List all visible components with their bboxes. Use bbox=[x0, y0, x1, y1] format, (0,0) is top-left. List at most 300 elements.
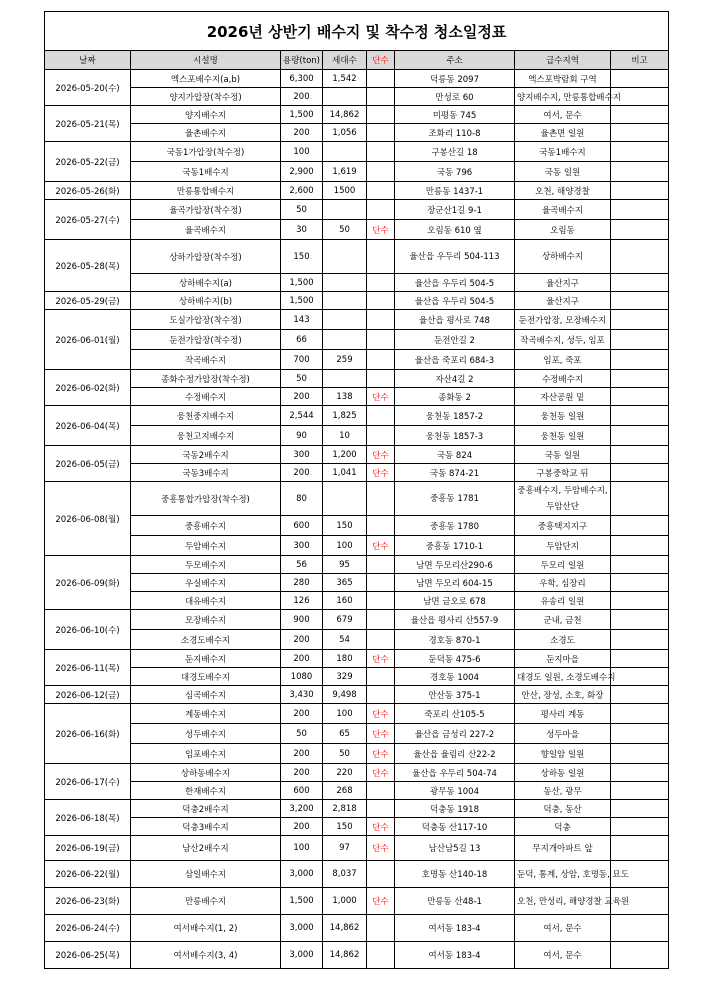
facility-cell: 두모배수지 bbox=[131, 556, 281, 574]
supply-area-cell: 성두마을 bbox=[515, 724, 611, 744]
capacity-cell: 700 bbox=[281, 350, 323, 370]
supply-area-cell: 대경도 일원, 소경도배수지 bbox=[515, 668, 611, 686]
address-cell: 율산읍 평사리 산557-9 bbox=[395, 610, 515, 630]
address-cell: 여서동 183-4 bbox=[395, 942, 515, 969]
facility-cell: 율촌배수지 bbox=[131, 124, 281, 142]
date-cell: 2026-06-16(화) bbox=[45, 704, 131, 764]
date-cell: 2026-06-08(월) bbox=[45, 482, 131, 556]
address-cell: 종화동 2 bbox=[395, 388, 515, 406]
facility-cell: 한재배수지 bbox=[131, 782, 281, 800]
date-cell: 2026-06-18(목) bbox=[45, 800, 131, 836]
schedule-table bbox=[44, 11, 669, 969]
remarks-cell bbox=[611, 182, 669, 200]
supply-area-cell: 상하배수지 bbox=[515, 240, 611, 274]
households-cell bbox=[323, 200, 367, 220]
households-cell: 259 bbox=[323, 350, 367, 370]
address-cell: 구봉산길 18 bbox=[395, 142, 515, 162]
facility-cell: 작곡배수지 bbox=[131, 350, 281, 370]
address-cell: 만릉동 산48-1 bbox=[395, 888, 515, 915]
date-cell: 2026-05-22(금) bbox=[45, 142, 131, 182]
capacity-cell: 3,000 bbox=[281, 861, 323, 888]
households-cell bbox=[323, 482, 367, 516]
address-cell: 율산읍 우두리 504-5 bbox=[395, 292, 515, 310]
households-cell bbox=[323, 88, 367, 106]
table-row bbox=[45, 142, 669, 162]
supply-area-cell: 오천, 만성리, 해양경찰 교육원 bbox=[515, 888, 611, 915]
address-cell: 만릉동 1437-1 bbox=[395, 182, 515, 200]
address-cell: 중흥동 1710-1 bbox=[395, 536, 515, 556]
remarks-cell bbox=[611, 106, 669, 124]
address-cell: 자산4길 2 bbox=[395, 370, 515, 388]
address-cell: 죽포리 산105-5 bbox=[395, 704, 515, 724]
address-cell: 중흥동 1780 bbox=[395, 516, 515, 536]
remarks-cell bbox=[611, 592, 669, 610]
address-cell: 경호동 1004 bbox=[395, 668, 515, 686]
facility-cell: 국동1가압장(착수정) bbox=[131, 142, 281, 162]
date-cell: 2026-05-21(목) bbox=[45, 106, 131, 142]
capacity-cell: 1080 bbox=[281, 668, 323, 686]
address-cell: 장군산1길 9-1 bbox=[395, 200, 515, 220]
households-cell: 95 bbox=[323, 556, 367, 574]
header-supply-area: 급수지역 bbox=[515, 51, 611, 70]
remarks-cell bbox=[611, 464, 669, 482]
address-cell: 남면 두모리 604-15 bbox=[395, 574, 515, 592]
water-cut-cell: 단수 bbox=[367, 888, 395, 915]
water-cut-cell bbox=[367, 686, 395, 704]
remarks-cell bbox=[611, 370, 669, 388]
remarks-cell bbox=[611, 274, 669, 292]
households-cell: 9,498 bbox=[323, 686, 367, 704]
date-cell: 2026-06-19(금) bbox=[45, 836, 131, 861]
water-cut-cell bbox=[367, 782, 395, 800]
households-cell bbox=[323, 330, 367, 350]
remarks-cell bbox=[611, 142, 669, 162]
address-cell: 덕충동 산117-10 bbox=[395, 818, 515, 836]
households-cell: 10 bbox=[323, 426, 367, 446]
address-cell: 미평동 745 bbox=[395, 106, 515, 124]
address-cell: 조화리 110-8 bbox=[395, 124, 515, 142]
date-cell: 2026-06-24(수) bbox=[45, 915, 131, 942]
table-row bbox=[45, 106, 669, 124]
remarks-cell bbox=[611, 482, 669, 516]
table-row bbox=[45, 182, 669, 200]
households-cell: 679 bbox=[323, 610, 367, 630]
facility-cell: 중흥통합가압장(착수정) bbox=[131, 482, 281, 516]
water-cut-cell bbox=[367, 70, 395, 88]
remarks-cell bbox=[611, 942, 669, 969]
facility-cell: 국동3배수지 bbox=[131, 464, 281, 482]
table-row bbox=[45, 330, 669, 350]
water-cut-cell bbox=[367, 124, 395, 142]
water-cut-cell bbox=[367, 370, 395, 388]
facility-cell: 상하배수지(b) bbox=[131, 292, 281, 310]
supply-area-cell: 국동 일원 bbox=[515, 446, 611, 464]
households-cell: 220 bbox=[323, 764, 367, 782]
table-row bbox=[45, 818, 669, 836]
remarks-cell bbox=[611, 764, 669, 782]
facility-cell: 수정배수지 bbox=[131, 388, 281, 406]
date-cell: 2026-05-20(수) bbox=[45, 70, 131, 106]
water-cut-cell: 단수 bbox=[367, 650, 395, 668]
remarks-cell bbox=[611, 162, 669, 182]
households-cell: 2,818 bbox=[323, 800, 367, 818]
households-cell bbox=[323, 370, 367, 388]
address-cell: 덕충동 1918 bbox=[395, 800, 515, 818]
households-cell: 14,862 bbox=[323, 106, 367, 124]
facility-cell: 덕충3배수지 bbox=[131, 818, 281, 836]
date-cell: 2026-06-10(수) bbox=[45, 610, 131, 650]
header-remarks: 비고 bbox=[611, 51, 669, 70]
facility-cell: 국동2배수지 bbox=[131, 446, 281, 464]
supply-area-cell: 군내, 금천 bbox=[515, 610, 611, 630]
address-cell: 여서동 183-4 bbox=[395, 915, 515, 942]
remarks-cell bbox=[611, 536, 669, 556]
remarks-cell bbox=[611, 556, 669, 574]
water-cut-cell: 단수 bbox=[367, 744, 395, 764]
date-cell: 2026-06-12(금) bbox=[45, 686, 131, 704]
facility-cell: 율곡가압장(착수정) bbox=[131, 200, 281, 220]
table-row bbox=[45, 446, 669, 464]
facility-cell: 두암배수지 bbox=[131, 536, 281, 556]
date-cell: 2026-05-28(목) bbox=[45, 240, 131, 292]
remarks-cell bbox=[611, 800, 669, 818]
date-cell: 2026-06-22(월) bbox=[45, 861, 131, 888]
households-cell: 54 bbox=[323, 630, 367, 650]
capacity-cell: 1,500 bbox=[281, 106, 323, 124]
water-cut-cell bbox=[367, 800, 395, 818]
water-cut-cell bbox=[367, 406, 395, 426]
facility-cell: 심곡배수지 bbox=[131, 686, 281, 704]
table-row bbox=[45, 220, 669, 240]
water-cut-cell bbox=[367, 482, 395, 516]
table-row bbox=[45, 704, 669, 724]
facility-cell: 양지가압장(착수정) bbox=[131, 88, 281, 106]
table-row bbox=[45, 782, 669, 800]
address-cell: 덕릉동 2097 bbox=[395, 70, 515, 88]
date-cell: 2026-05-29(금) bbox=[45, 292, 131, 310]
table-row bbox=[45, 861, 669, 888]
table-row bbox=[45, 200, 669, 220]
households-cell: 1,200 bbox=[323, 446, 367, 464]
supply-area-cell: 두암단지 bbox=[515, 536, 611, 556]
supply-area-cell: 오천, 해양경찰 bbox=[515, 182, 611, 200]
capacity-cell: 66 bbox=[281, 330, 323, 350]
supply-area-cell: 중흥배수지, 두암배수지, 두암산단 bbox=[515, 482, 611, 516]
remarks-cell bbox=[611, 200, 669, 220]
water-cut-cell: 단수 bbox=[367, 536, 395, 556]
address-cell: 율산읍 죽포리 684-3 bbox=[395, 350, 515, 370]
header-row bbox=[45, 51, 669, 70]
water-cut-cell bbox=[367, 942, 395, 969]
address-cell: 안산동 375-1 bbox=[395, 686, 515, 704]
remarks-cell bbox=[611, 782, 669, 800]
capacity-cell: 3,200 bbox=[281, 800, 323, 818]
households-cell: 97 bbox=[323, 836, 367, 861]
page-title: 2026년 상반기 배수지 및 착수정 청소일정표 bbox=[45, 12, 669, 51]
date-cell: 2026-05-26(화) bbox=[45, 182, 131, 200]
date-cell: 2026-06-23(화) bbox=[45, 888, 131, 915]
facility-cell: 국동1배수지 bbox=[131, 162, 281, 182]
table-row bbox=[45, 610, 669, 630]
facility-cell: 엑스포배수지(a,b) bbox=[131, 70, 281, 88]
water-cut-cell bbox=[367, 556, 395, 574]
supply-area-cell: 여서, 문수 bbox=[515, 942, 611, 969]
water-cut-cell: 단수 bbox=[367, 464, 395, 482]
households-cell: 100 bbox=[323, 704, 367, 724]
water-cut-cell: 단수 bbox=[367, 446, 395, 464]
facility-cell: 웅천고지배수지 bbox=[131, 426, 281, 446]
capacity-cell: 200 bbox=[281, 764, 323, 782]
capacity-cell: 90 bbox=[281, 426, 323, 446]
capacity-cell: 900 bbox=[281, 610, 323, 630]
supply-area-cell: 안산, 장성, 소호, 화장 bbox=[515, 686, 611, 704]
water-cut-cell bbox=[367, 350, 395, 370]
table-row bbox=[45, 668, 669, 686]
households-cell: 150 bbox=[323, 516, 367, 536]
capacity-cell: 300 bbox=[281, 446, 323, 464]
table-row bbox=[45, 942, 669, 969]
table-row bbox=[45, 836, 669, 861]
remarks-cell bbox=[611, 70, 669, 88]
table-row bbox=[45, 292, 669, 310]
remarks-cell bbox=[611, 310, 669, 330]
date-cell: 2026-06-25(목) bbox=[45, 942, 131, 969]
water-cut-cell: 단수 bbox=[367, 764, 395, 782]
header-address: 주소 bbox=[395, 51, 515, 70]
supply-area-cell: 율곡배수지 bbox=[515, 200, 611, 220]
capacity-cell: 200 bbox=[281, 88, 323, 106]
schedule-sheet bbox=[44, 11, 668, 969]
facility-cell: 모장배수지 bbox=[131, 610, 281, 630]
address-cell: 율산읍 금성리 227-2 bbox=[395, 724, 515, 744]
table-row bbox=[45, 574, 669, 592]
facility-cell: 임포배수지 bbox=[131, 744, 281, 764]
header-date: 날짜 bbox=[45, 51, 131, 70]
table-row bbox=[45, 915, 669, 942]
capacity-cell: 50 bbox=[281, 724, 323, 744]
water-cut-cell: 단수 bbox=[367, 704, 395, 724]
supply-area-cell: 오림동 bbox=[515, 220, 611, 240]
address-cell: 경호동 870-1 bbox=[395, 630, 515, 650]
facility-cell: 율곡배수지 bbox=[131, 220, 281, 240]
supply-area-cell: 우학, 심장리 bbox=[515, 574, 611, 592]
households-cell: 1,041 bbox=[323, 464, 367, 482]
households-cell bbox=[323, 274, 367, 292]
table-row bbox=[45, 536, 669, 556]
table-row bbox=[45, 162, 669, 182]
supply-area-cell: 소경도 bbox=[515, 630, 611, 650]
remarks-cell bbox=[611, 330, 669, 350]
supply-area-cell: 수정배수지 bbox=[515, 370, 611, 388]
water-cut-cell bbox=[367, 182, 395, 200]
water-cut-cell bbox=[367, 142, 395, 162]
facility-cell: 소경도배수지 bbox=[131, 630, 281, 650]
households-cell: 100 bbox=[323, 536, 367, 556]
address-cell: 웅천동 1857-2 bbox=[395, 406, 515, 426]
households-cell: 268 bbox=[323, 782, 367, 800]
remarks-cell bbox=[611, 668, 669, 686]
water-cut-cell bbox=[367, 426, 395, 446]
supply-area-cell: 덕충 bbox=[515, 818, 611, 836]
address-cell: 국동 874-21 bbox=[395, 464, 515, 482]
households-cell: 1500 bbox=[323, 182, 367, 200]
header-capacity: 용량(ton) bbox=[281, 51, 323, 70]
header-facility: 시설명 bbox=[131, 51, 281, 70]
address-cell: 웅천동 1857-3 bbox=[395, 426, 515, 446]
households-cell: 1,619 bbox=[323, 162, 367, 182]
supply-area-cell: 양지배수지, 만릉통합배수지 bbox=[515, 88, 611, 106]
supply-area-cell: 덕충, 동산 bbox=[515, 800, 611, 818]
remarks-cell bbox=[611, 704, 669, 724]
remarks-cell bbox=[611, 124, 669, 142]
address-cell: 남면 금오로 678 bbox=[395, 592, 515, 610]
remarks-cell bbox=[611, 650, 669, 668]
households-cell: 150 bbox=[323, 818, 367, 836]
water-cut-cell bbox=[367, 861, 395, 888]
table-row bbox=[45, 630, 669, 650]
supply-area-cell: 웅천동 일원 bbox=[515, 406, 611, 426]
supply-area-cell: 엑스포박람회 구역 bbox=[515, 70, 611, 88]
water-cut-cell bbox=[367, 330, 395, 350]
supply-area-cell: 자산공원 밑 bbox=[515, 388, 611, 406]
remarks-cell bbox=[611, 426, 669, 446]
table-row bbox=[45, 70, 669, 88]
water-cut-cell bbox=[367, 630, 395, 650]
remarks-cell bbox=[611, 915, 669, 942]
table-row bbox=[45, 482, 669, 516]
water-cut-cell: 단수 bbox=[367, 220, 395, 240]
capacity-cell: 200 bbox=[281, 124, 323, 142]
supply-area-cell: 향일암 일원 bbox=[515, 744, 611, 764]
address-cell: 만성로 60 bbox=[395, 88, 515, 106]
remarks-cell bbox=[611, 818, 669, 836]
table-row bbox=[45, 406, 669, 426]
remarks-cell bbox=[611, 744, 669, 764]
supply-area-cell: 무지개아파트 앞 bbox=[515, 836, 611, 861]
remarks-cell bbox=[611, 220, 669, 240]
facility-cell: 덕충2배수지 bbox=[131, 800, 281, 818]
address-cell: 오림동 610 옆 bbox=[395, 220, 515, 240]
households-cell: 365 bbox=[323, 574, 367, 592]
households-cell bbox=[323, 310, 367, 330]
capacity-cell: 1,500 bbox=[281, 292, 323, 310]
table-row bbox=[45, 686, 669, 704]
address-cell: 중흥동 1781 bbox=[395, 482, 515, 516]
households-cell: 8,037 bbox=[323, 861, 367, 888]
households-cell bbox=[323, 142, 367, 162]
water-cut-cell bbox=[367, 88, 395, 106]
capacity-cell: 200 bbox=[281, 388, 323, 406]
capacity-cell: 2,544 bbox=[281, 406, 323, 426]
supply-area-cell: 동산, 광무 bbox=[515, 782, 611, 800]
households-cell: 50 bbox=[323, 744, 367, 764]
facility-cell: 여서배수지(3, 4) bbox=[131, 942, 281, 969]
supply-area-cell: 구봉중학교 뒤 bbox=[515, 464, 611, 482]
water-cut-cell bbox=[367, 310, 395, 330]
supply-area-cell: 임포, 죽포 bbox=[515, 350, 611, 370]
water-cut-cell bbox=[367, 668, 395, 686]
supply-area-cell: 유송리 일원 bbox=[515, 592, 611, 610]
households-cell: 329 bbox=[323, 668, 367, 686]
capacity-cell: 100 bbox=[281, 836, 323, 861]
supply-area-cell: 율촌면 일원 bbox=[515, 124, 611, 142]
address-cell: 율산읍 평사로 748 bbox=[395, 310, 515, 330]
supply-area-cell: 중흥택지지구 bbox=[515, 516, 611, 536]
facility-cell: 대유배수지 bbox=[131, 592, 281, 610]
capacity-cell: 200 bbox=[281, 464, 323, 482]
households-cell: 180 bbox=[323, 650, 367, 668]
capacity-cell: 600 bbox=[281, 782, 323, 800]
capacity-cell: 2,600 bbox=[281, 182, 323, 200]
address-cell: 율산읍 우두리 504-5 bbox=[395, 274, 515, 292]
facility-cell: 양지배수지 bbox=[131, 106, 281, 124]
supply-area-cell: 웅천동 일원 bbox=[515, 426, 611, 446]
date-cell: 2026-06-01(월) bbox=[45, 310, 131, 370]
remarks-cell bbox=[611, 516, 669, 536]
capacity-cell: 1,500 bbox=[281, 888, 323, 915]
capacity-cell: 200 bbox=[281, 704, 323, 724]
capacity-cell: 143 bbox=[281, 310, 323, 330]
households-cell: 14,862 bbox=[323, 915, 367, 942]
facility-cell: 성두배수지 bbox=[131, 724, 281, 744]
water-cut-cell bbox=[367, 610, 395, 630]
table-row bbox=[45, 88, 669, 106]
table-row bbox=[45, 310, 669, 330]
address-cell: 광무동 1004 bbox=[395, 782, 515, 800]
remarks-cell bbox=[611, 574, 669, 592]
facility-cell: 만릉배수지 bbox=[131, 888, 281, 915]
table-row bbox=[45, 592, 669, 610]
capacity-cell: 126 bbox=[281, 592, 323, 610]
capacity-cell: 56 bbox=[281, 556, 323, 574]
remarks-cell bbox=[611, 240, 669, 274]
households-cell: 1,542 bbox=[323, 70, 367, 88]
date-cell: 2026-06-05(금) bbox=[45, 446, 131, 482]
header-water-cut: 단수 bbox=[367, 51, 395, 70]
table-row bbox=[45, 744, 669, 764]
table-row bbox=[45, 124, 669, 142]
remarks-cell bbox=[611, 724, 669, 744]
remarks-cell bbox=[611, 686, 669, 704]
households-cell: 1,000 bbox=[323, 888, 367, 915]
water-cut-cell: 단수 bbox=[367, 836, 395, 861]
address-cell: 둔전안길 2 bbox=[395, 330, 515, 350]
water-cut-cell bbox=[367, 240, 395, 274]
capacity-cell: 100 bbox=[281, 142, 323, 162]
facility-cell: 둔지배수지 bbox=[131, 650, 281, 668]
households-cell bbox=[323, 240, 367, 274]
supply-area-cell: 율산지구 bbox=[515, 292, 611, 310]
address-cell: 율산읍 우두리 504-74 bbox=[395, 764, 515, 782]
remarks-cell bbox=[611, 836, 669, 861]
facility-cell: 대경도배수지 bbox=[131, 668, 281, 686]
households-cell: 14,862 bbox=[323, 942, 367, 969]
remarks-cell bbox=[611, 610, 669, 630]
table-row bbox=[45, 350, 669, 370]
capacity-cell: 2,900 bbox=[281, 162, 323, 182]
address-cell: 율산읍 우두리 504-113 bbox=[395, 240, 515, 274]
facility-cell: 도실가압장(착수정) bbox=[131, 310, 281, 330]
supply-area-cell: 국동 일원 bbox=[515, 162, 611, 182]
remarks-cell bbox=[611, 406, 669, 426]
table-row bbox=[45, 764, 669, 782]
address-cell: 남면 두모리산290-6 bbox=[395, 556, 515, 574]
facility-cell: 둔전가압장(착수정) bbox=[131, 330, 281, 350]
facility-cell: 상하가압장(착수정) bbox=[131, 240, 281, 274]
date-cell: 2026-06-17(수) bbox=[45, 764, 131, 800]
water-cut-cell: 단수 bbox=[367, 818, 395, 836]
facility-cell: 중흥배수지 bbox=[131, 516, 281, 536]
